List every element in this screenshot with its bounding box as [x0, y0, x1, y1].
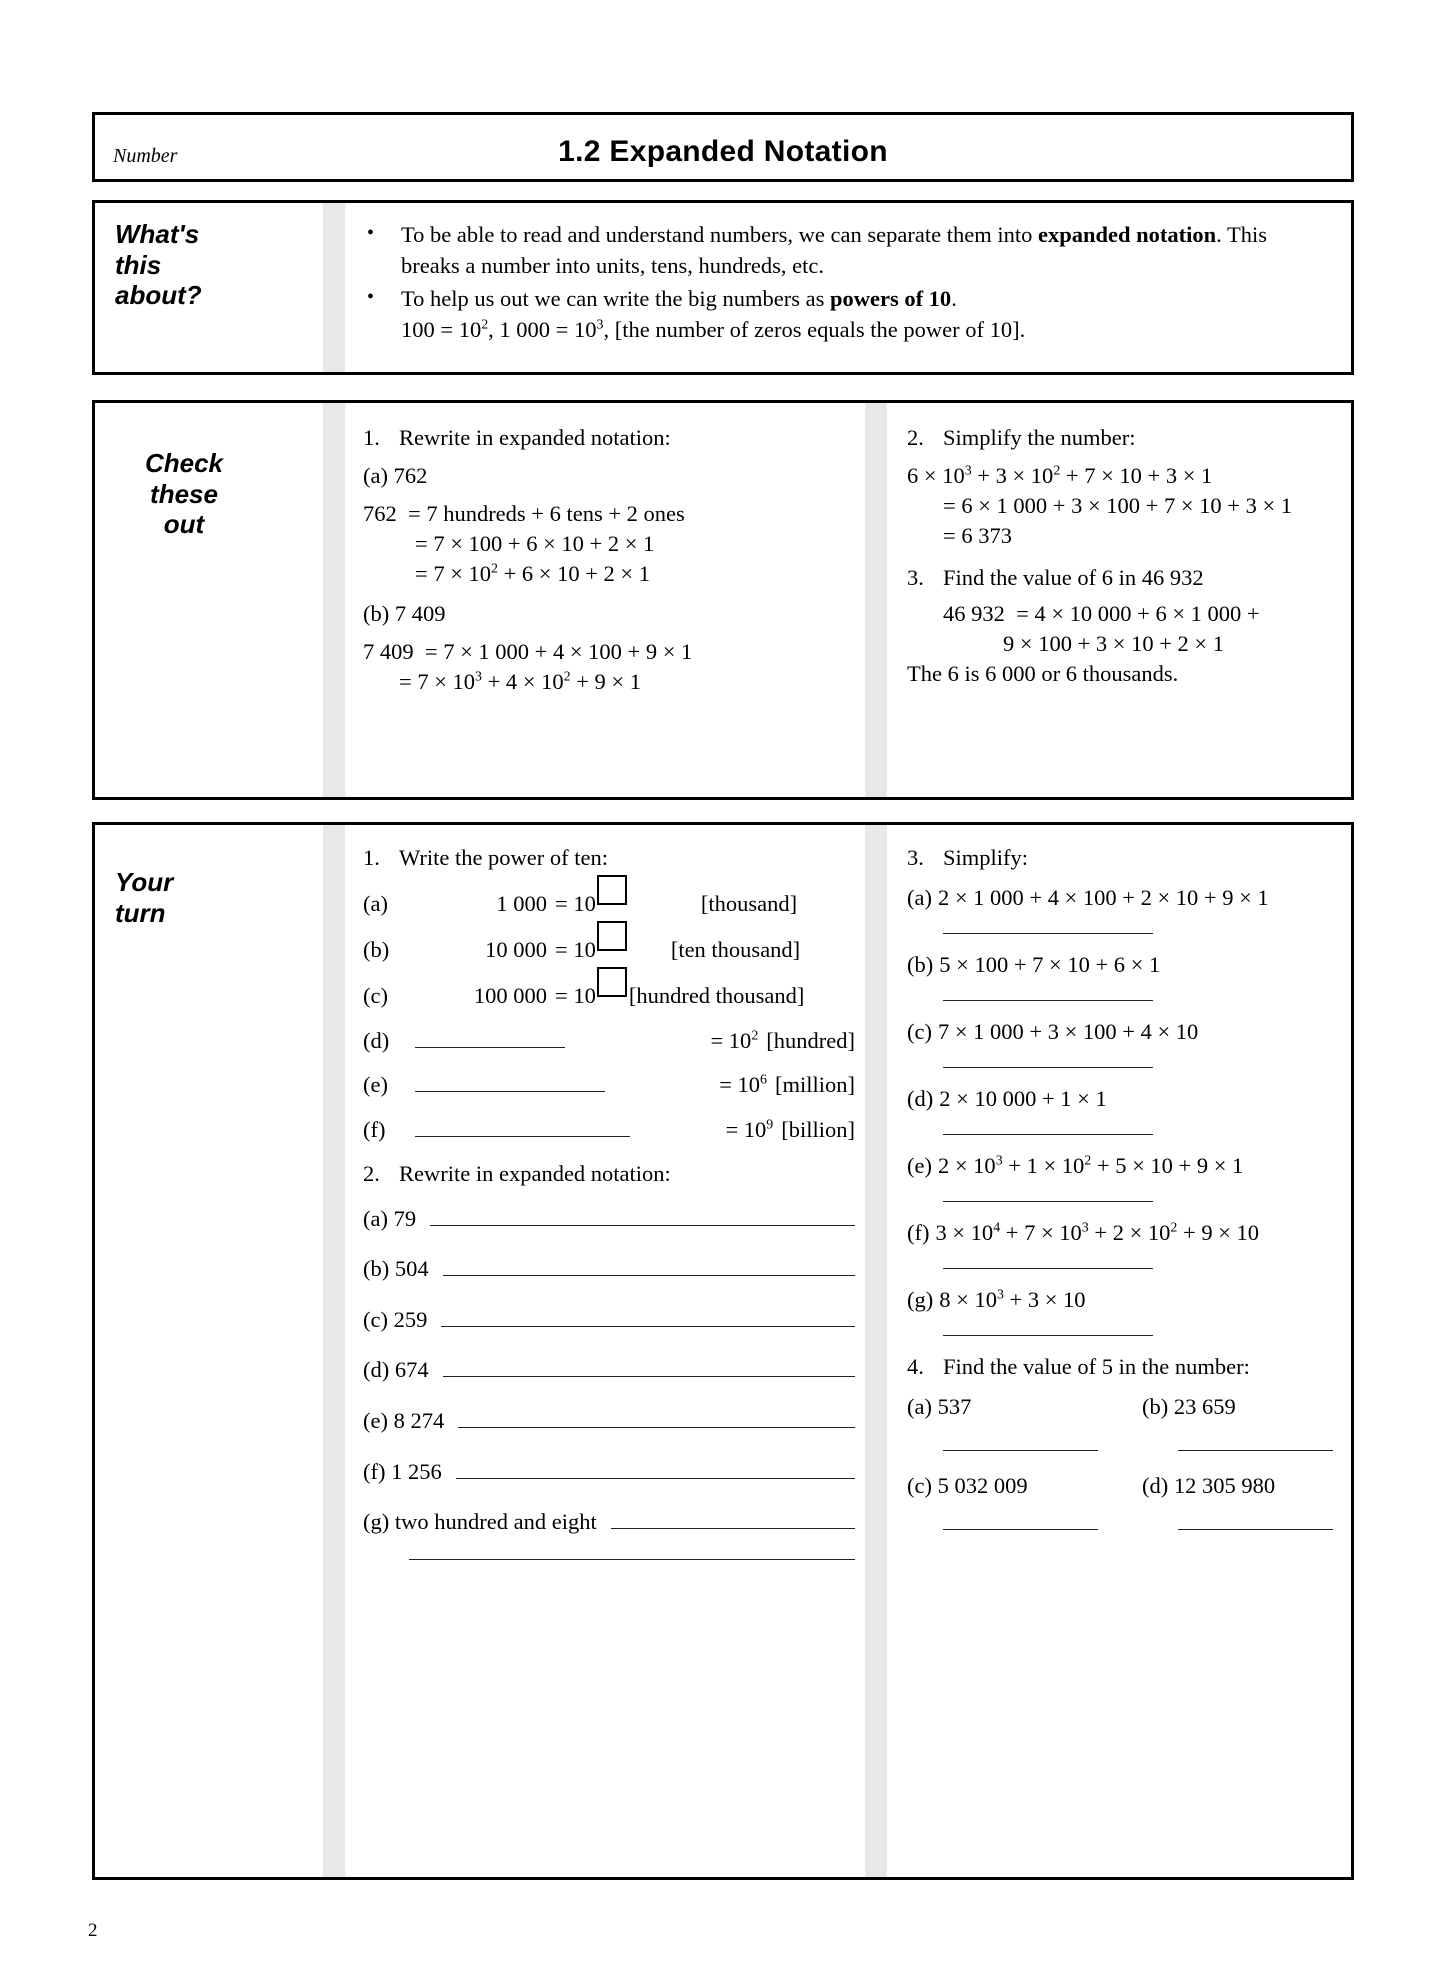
turn-q1-item-equals: = 10 [555, 891, 596, 916]
turn-q3-item [907, 1220, 1377, 1246]
check-q3-heading [907, 565, 1377, 591]
check-q1b-lhs: 7 409 [363, 639, 414, 664]
section-label-line-3: out [163, 509, 205, 540]
answer-blank-line[interactable] [943, 1000, 1153, 1001]
turn-q1-blank-item [363, 1023, 855, 1054]
check-q1b-line1 [363, 639, 843, 665]
turn-q3-item-expression: $8 \times 10^3 + 3 \times 10$ [939, 1287, 1086, 1312]
turn-q1-item-note: [thousand] [700, 891, 798, 916]
answer-blank-line[interactable] [458, 1403, 855, 1428]
turn-q1-number: 1. [363, 845, 380, 870]
turn-q1-blank-note: [billion] [781, 1116, 855, 1142]
check-right-column [907, 425, 1377, 691]
turn-q4-item [1142, 1473, 1377, 1552]
check-q1b-value: 7 409 [394, 601, 446, 626]
turn-q1-blank-label: (e) [363, 1072, 388, 1098]
turn-q1-blank-label: (d) [363, 1027, 390, 1053]
answer-box[interactable] [597, 967, 627, 997]
turn-q2-item [363, 1252, 855, 1283]
turn-q3-items [907, 885, 1377, 1336]
check-q1b-line2-pre: = 7 × 10 [399, 669, 476, 694]
section-your-turn [92, 822, 1354, 1880]
turn-q4-item [907, 1394, 1142, 1473]
check-q3-line2: 9 × 100 + 3 × 10 + 2 × 1 [1003, 631, 1224, 656]
about-b1-part1: To be able to read and understand numbers, we can separate them into [401, 222, 1038, 247]
turn-q2-item [363, 1454, 855, 1485]
turn-q1-blank-label: (f) [363, 1116, 386, 1142]
about-bullet-1-text [401, 219, 1327, 281]
turn-q1-item-equals: = 10 [555, 983, 596, 1008]
turn-q1-blank-item [363, 1112, 855, 1143]
check-q1a-rhs: = 7 hundreds + 6 tens + 2 ones [408, 501, 685, 526]
turn-q2-item-label: (d) 674 [363, 1357, 429, 1383]
turn-q2-item-label: (f) 1 256 [363, 1458, 442, 1484]
section-label-line-2: these [150, 478, 218, 509]
turn-q3-item-expression: 5 × 100 + 7 × 10 + 6 × 1 [939, 952, 1161, 977]
turn-q3-item-label: (c) [907, 1019, 932, 1044]
check-q1b-line2-post: + 9 × 1 [570, 669, 641, 694]
turn-q4-item-value: (b) 23 659 [1142, 1394, 1236, 1419]
turn-q1-item [363, 973, 855, 1009]
about-b1-bold: expanded notation [1037, 222, 1217, 247]
about-b2-c: , [the number of zeros equals the power of 10]. [603, 317, 1026, 343]
check-q3-line1 [907, 601, 1377, 627]
turn-q3-item-label: (f) [907, 1220, 930, 1245]
check-q1b-line2-mid: + 4 × 10 [481, 669, 564, 694]
turn-q3-item [907, 952, 1377, 978]
bullet-icon: • [367, 286, 375, 309]
page-title: 1.2 Expanded Notation [558, 135, 888, 168]
check-q2-line1-pre: 6 × 10 [907, 463, 965, 488]
turn-q1-item-label: (a) [363, 891, 388, 916]
turn-q3-item [907, 885, 1377, 911]
check-q3-line3: The 6 is 6 000 or 6 thousands. [907, 661, 1179, 686]
check-q1-number: 1. [363, 425, 380, 450]
answer-blank-line[interactable] [409, 1559, 855, 1560]
section-label-line-1: What's [115, 219, 200, 249]
turn-q3-item-expression: $3 \times 10^4 + 7 \times 10^3 + 2 \times 10^2 + 9 \times 10$ [935, 1220, 1260, 1245]
turn-q1-blank-note: [hundred] [766, 1027, 855, 1053]
turn-q2-number: 2. [363, 1160, 380, 1186]
turn-q1-blank-note: [million] [775, 1072, 855, 1098]
check-q2-heading [907, 425, 1377, 451]
turn-q3-item-label: (b) [907, 952, 934, 977]
check-q1a-marker: (a) [363, 463, 388, 488]
section-label-line-2: this [115, 249, 162, 280]
turn-q1-blank-items [363, 1023, 855, 1143]
turn-q3-item [907, 1153, 1377, 1179]
turn-q4-text: Find the value of 5 in the number: [943, 1354, 1250, 1379]
answer-blank-line[interactable] [415, 1112, 630, 1137]
about-content [367, 219, 1327, 347]
about-b1-part2: . This breaks a number into units, tens, hundreds, etc. [401, 222, 1267, 279]
answer-blank-line[interactable] [611, 1505, 855, 1530]
answer-box[interactable] [597, 921, 627, 951]
turn-q3-item-expression: 2 × 10 000 + 1 × 1 [939, 1086, 1107, 1111]
about-b2-line1 [401, 283, 1327, 314]
turn-q1-item-value: 10 000 [485, 937, 547, 962]
turn-q4-items [907, 1394, 1377, 1552]
turn-q4-heading [907, 1354, 1377, 1380]
turn-q1-blank-equals: = $10^9$ [725, 1116, 774, 1142]
section-divider-strip [323, 203, 345, 372]
page-number: 2 [88, 1920, 98, 1941]
check-q2-text: Simplify the number: [943, 425, 1136, 450]
turn-q1-blank-equals: = $10^2$ [710, 1027, 759, 1053]
section-label-line-1: Your [115, 867, 174, 897]
turn-q2-item-label: (c) 259 [363, 1306, 428, 1332]
turn-q3-heading [907, 845, 1377, 871]
answer-blank-line[interactable] [943, 1201, 1153, 1202]
turn-q1-item-note: [ten thousand] [670, 937, 801, 962]
turn-q1-item [363, 927, 855, 963]
turn-q4-item [1142, 1394, 1377, 1473]
turn-q2-item [363, 1505, 855, 1536]
check-q1-text: Rewrite in expanded notation: [399, 425, 671, 450]
check-q1a-line2: = 7 × 100 + 6 × 10 + 2 × 1 [415, 531, 655, 556]
answer-blank-line[interactable] [443, 1252, 855, 1277]
turn-q4-row [907, 1473, 1377, 1552]
about-b2-part2: . [951, 286, 957, 312]
your-turn-left-column [363, 845, 855, 1574]
turn-q1-item-label: (b) [363, 937, 390, 962]
turn-q1-blank-equals: = $10^6$ [719, 1072, 767, 1098]
check-q1a-line3-post: + 6 × 10 + 2 × 1 [497, 561, 650, 586]
answer-blank-line[interactable] [943, 1529, 1098, 1530]
bullet-icon: • [367, 222, 375, 244]
check-q1a-line3-sup: 2 [491, 561, 498, 577]
check-q2-line1-sup2: 2 [1053, 463, 1061, 479]
page-header [92, 112, 1354, 182]
answer-blank-line[interactable] [430, 1201, 855, 1226]
check-q2-number: 2. [907, 425, 924, 450]
turn-q3-item-expression: 7 × 1 000 + 3 × 100 + 4 × 10 [937, 1019, 1199, 1044]
section-whats-this-about [92, 200, 1354, 375]
turn-q3-item-label: (a) [907, 885, 932, 910]
about-b2-b: , 1 000 = 10 [488, 317, 597, 343]
section-divider-strip [323, 403, 345, 797]
turn-q2-item-label: (e) 8 274 [363, 1408, 445, 1433]
check-q2-line1-post: + 7 × 10 + 3 × 1 [1060, 463, 1213, 488]
check-q1a-label [363, 463, 843, 489]
column-divider-strip [865, 403, 887, 797]
turn-q1-item-note: [hundred thousand] [628, 983, 805, 1008]
check-q1b-line2-sup2: 2 [563, 669, 571, 685]
turn-q2-text: Rewrite in expanded notation: [399, 1160, 671, 1186]
check-q3-text: Find the value of 6 in 46 932 [943, 565, 1204, 590]
header-subject-label: Number [113, 145, 178, 167]
turn-q1-text: Write the power of ten: [399, 845, 609, 870]
check-q1a-line3-pre: = 7 × 10 [415, 561, 492, 586]
turn-q3-item [907, 1019, 1377, 1045]
turn-q1-item-value: 1 000 [496, 891, 547, 916]
about-bullet-1 [367, 219, 1327, 281]
about-b2-sup2: 3 [596, 317, 604, 333]
turn-q4-item-value: (d) 12 305 980 [1142, 1473, 1276, 1498]
check-q1-heading [363, 425, 843, 451]
section-label-your-turn [109, 867, 265, 928]
turn-q2-items [363, 1201, 855, 1560]
answer-blank-line[interactable] [943, 1134, 1153, 1135]
turn-q3-item [907, 1287, 1377, 1313]
about-b2-sup1: 2 [481, 317, 489, 333]
turn-q3-item-label: (d) [907, 1086, 934, 1111]
check-q3-lhs: 46 932 [943, 601, 1005, 626]
turn-q1-item-equals: = 10 [555, 937, 596, 962]
answer-blank-line[interactable] [443, 1353, 855, 1378]
turn-q1-item-value: 100 000 [473, 983, 547, 1008]
section-label-whats-this-about [109, 219, 265, 311]
turn-q1-item-label: (c) [363, 983, 388, 1008]
your-turn-right-column [907, 845, 1377, 1552]
turn-q4-item [907, 1473, 1142, 1552]
check-q2-line1-mid: + 3 × 10 [971, 463, 1054, 488]
answer-blank-line[interactable] [943, 1268, 1153, 1269]
turn-q2-item-label: (b) 504 [363, 1256, 429, 1282]
turn-q4-item-value: (c) 5 032 009 [907, 1473, 1028, 1498]
column-divider-strip [865, 825, 887, 1877]
turn-q4-number: 4. [907, 1354, 924, 1379]
answer-box[interactable] [597, 875, 627, 905]
section-label-check-these-out [109, 448, 259, 540]
answer-blank-line[interactable] [456, 1454, 855, 1479]
check-q1b-line2-sup1: 3 [475, 669, 482, 685]
section-label-line-1: Check [144, 448, 224, 478]
check-q2-line1 [907, 463, 1377, 489]
check-q1a-line1 [363, 501, 843, 527]
check-q1a-lhs: 762 [363, 501, 397, 526]
turn-q3-item-label: (g) [907, 1287, 934, 1312]
check-q3-rhs: = 4 × 10 000 + 6 × 1 000 + [1016, 601, 1260, 626]
answer-blank-line[interactable] [415, 1068, 605, 1093]
section-label-line-2: turn [115, 897, 166, 928]
answer-blank-line[interactable] [1178, 1450, 1333, 1451]
turn-q4-item-value: (a) 537 [907, 1394, 972, 1419]
answer-blank-line[interactable] [943, 1335, 1153, 1336]
check-q1b-line2 [363, 669, 843, 695]
turn-q3-item-expression: 2 × 1 000 + 4 × 100 + 2 × 10 + 9 × 1 [937, 885, 1269, 910]
check-q1a-value: 762 [393, 463, 428, 488]
turn-q2-item [363, 1353, 855, 1384]
answer-blank-line[interactable] [415, 1023, 565, 1048]
turn-q2-item-label: (g) two hundred and eight [363, 1509, 597, 1535]
turn-q3-item [907, 1086, 1377, 1112]
check-q2-line3: = 6 373 [943, 523, 1012, 548]
turn-q3-item-expression: $2 \times 10^3 + 1 \times 10^2 + 5 \times 10 + 9 \times 1$ [937, 1153, 1244, 1178]
check-q1b-marker: (b) [363, 601, 390, 626]
about-b2-part1: To help us out we can write the big numbers as [401, 286, 830, 312]
turn-q1-heading [363, 845, 855, 871]
turn-q1-blank-item [363, 1068, 855, 1099]
turn-q2-item-label: (a) 79 [363, 1205, 417, 1231]
about-bullet-2 [367, 283, 1327, 345]
answer-blank-line[interactable] [943, 1450, 1098, 1451]
turn-q2-item [363, 1403, 855, 1434]
about-b2-line2 [401, 314, 1327, 345]
section-divider-strip [323, 825, 345, 1877]
check-q1b-label [363, 601, 843, 627]
turn-q2-item [363, 1201, 855, 1232]
check-q3-number: 3. [907, 565, 924, 590]
turn-q3-text: Simplify: [943, 845, 1029, 870]
about-b2-a: 100 = 10 [401, 317, 482, 343]
section-check-these-out [92, 400, 1354, 800]
turn-q2-item [363, 1302, 855, 1333]
answer-blank-line[interactable] [943, 933, 1153, 934]
turn-q3-item-label: (e) [907, 1153, 932, 1178]
check-left-column [363, 425, 843, 699]
section-label-line-3: about? [115, 280, 202, 311]
turn-q1-item [363, 881, 855, 917]
check-q2-line1-sup1: 3 [964, 463, 972, 479]
check-q1a-line3 [363, 561, 843, 587]
answer-blank-line[interactable] [441, 1302, 855, 1327]
answer-blank-line[interactable] [943, 1067, 1153, 1068]
answer-blank-line[interactable] [1178, 1529, 1333, 1530]
turn-q1-box-items [363, 881, 855, 1009]
check-q1b-rhs: = 7 × 1 000 + 4 × 100 + 9 × 1 [424, 639, 693, 664]
turn-q4-row [907, 1394, 1377, 1473]
turn-q3-number: 3. [907, 845, 924, 870]
check-q2-line2: = 6 × 1 000 + 3 × 100 + 7 × 10 + 3 × 1 [943, 493, 1293, 518]
turn-q2-heading [363, 1161, 855, 1187]
about-bullet-2-text [401, 283, 1327, 345]
about-b2-bold: powers of 10 [829, 286, 952, 312]
